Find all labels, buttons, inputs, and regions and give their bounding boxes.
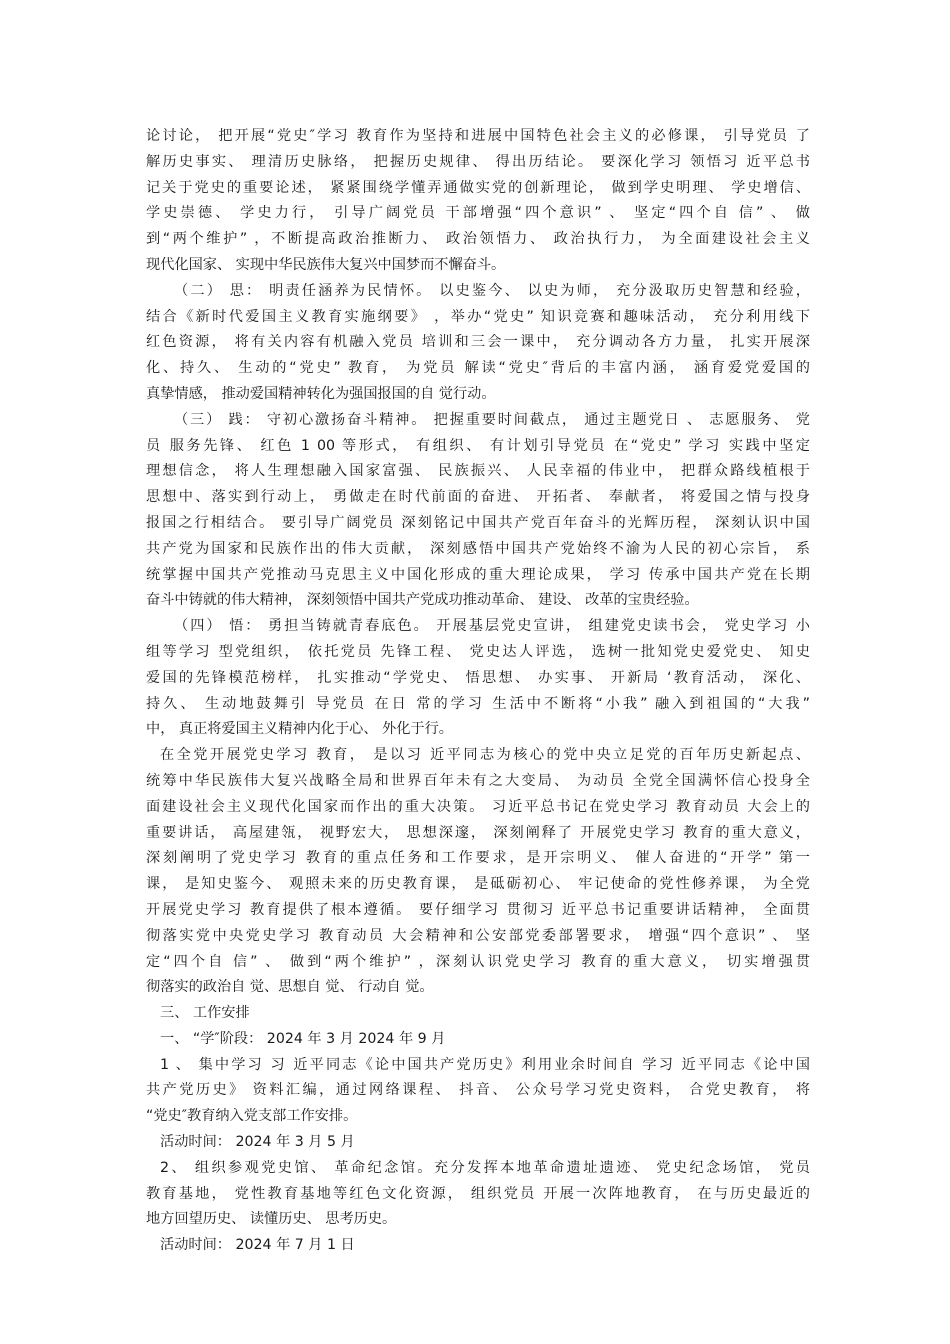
- text-line: 学史崇德、 学史力行， 引导广阔党员 干部增强“四个意识” 、 坚定“四个自 信” 、 做: [146, 205, 810, 222]
- text-line: 开展党史学习 教育提供了根本遵循。 要仔细学习 贯彻习 近平总书记重要讲话精神， 全面贯: [146, 901, 810, 918]
- text-line: 真挚情感， 推动爱国精神转化为强国报国的自 觉行动。: [146, 385, 496, 402]
- text-line: （二） 思： 明责任涵养为民情怀。 以史鉴今、 以史为师， 充分汲取历史智慧和经验，: [174, 282, 810, 299]
- text-line: （三） 践： 守初心激扬奋斗精神。 把握重要时间截点， 通过主题党日 、 志愿服务、 党: [174, 411, 810, 428]
- text-line: 化、持久、 生动的“党史” 教育， 为党员 解读“党史″背后的丰富内涵， 涵育爱党爱国的: [146, 360, 810, 377]
- text-line: 理想信念， 将人生理想融入国家富强、 民族振兴、 人民幸福的伟业中， 把群众路线植根于: [146, 463, 810, 480]
- activity-time: 活动时间： 2024 年 3 月 5 月: [160, 1134, 355, 1151]
- text-line: 2、 组织参观党史馆、 革命纪念馆。充分发挥本地革命遗址遗迹、 党史纪念场馆， 党员: [160, 1159, 810, 1176]
- text-line: 解历史事实、 理清历史脉络， 把握历史规律、 得出历结论。 要深化学习 领悟习 近平总书: [146, 153, 810, 170]
- text-line: 到“两个维护” ，不断提高政治推断力、 政治领悟力、 政治执行力， 为全面建设社会主义: [146, 231, 810, 248]
- text-line: 组等学习 型党组织， 依托党员 先锋工程、 党史达人评选， 选树一批知党史爱党史、 知史: [146, 643, 810, 660]
- text-line: 重要讲话， 高屋建瓴， 视野宏大， 思想深邃， 深刻阐释了 开展党史学习 教育的重大意义，: [146, 824, 810, 841]
- section-heading: 三、 工作安排: [160, 1005, 250, 1022]
- text-line: 论讨论， 把开展“党史″学习 教育作为坚持和进展中国特色社会主义的必修课， 引导党员 了: [146, 128, 810, 144]
- text-line: 结合《新时代爱国主义教育实施纲要》 ，举办“党史” 知识竞赛和趣味活动， 充分利用线下: [146, 308, 810, 325]
- text-line: 共产党历史》 资料汇编，通过网络课程、 抖音、 公众号学习党史资料， 合党史教育， 将: [146, 1082, 810, 1099]
- text-line: 定“四个自 信” 、 做到“两个维护” ，深刻认识党史学习 教育的重大意义， 切实增强贯: [146, 953, 810, 970]
- text-line: 深刻阐明了党史学习 教育的重点任务和工作要求，是开宗明义、 催人奋进的“开学” 第一: [146, 850, 810, 867]
- text-line: 1 、 集中学习 习 近平同志《论中国共产党历史》利用业余时间自 学习 近平同志《论中国: [160, 1056, 810, 1073]
- text-line: 课， 是知史鉴今、 观照未来的历史教育课， 是砥砺初心、 牢记使命的党性修养课， 为全党: [146, 876, 810, 893]
- text-line: 地方回望历史、 读懂历史、 思考历史。: [146, 1211, 397, 1228]
- text-line: 中， 真正将爱国主义精神内化于心、 外化于行。: [146, 721, 453, 738]
- text-line: 奋斗中铸就的伟大精神， 深刻领悟中国共产党成功推动革命、 建设、 改革的宝贵经验。: [146, 592, 699, 609]
- text-line: 在全党开展党史学习 教育， 是以习 近平同志为核心的党中央立足党的百年历史新起点、: [160, 747, 810, 764]
- text-line: 统掌握中国共产党推动马克思主义中国化形成的重大理论成果， 学习 传承中国共产党在长期: [146, 566, 810, 583]
- text-line: 彻落实党中央党史学习 教育动员 大会精神和公安部党委部署要求， 增强“四个意识” 、 坚: [146, 927, 810, 944]
- text-line: 统筹中华民族伟大复兴战略全局和世界百年未有之大变局、 为动员 全党全国满怀信心投身全: [146, 772, 810, 789]
- text-line: 记关于党史的重要论述， 紧紧围绕学懂弄通做实党的创新理论， 做到学史明理、 学史增信、: [146, 179, 810, 196]
- text-line: 员 服务先锋、 红色 1 00 等形式， 有组织、 有计划引导党员 在“党史” 学习 实践中坚定: [146, 437, 810, 454]
- activity-time: 活动时间： 2024 年 7 月 1 日: [160, 1237, 355, 1254]
- text-line: 现代化国家、 实现中华民族伟大复兴中国梦而不懈奋斗。: [146, 256, 506, 273]
- text-line: 红色资源， 将有关内容有机融入党员 培训和三会一课中， 充分调动各方力量， 扎实开展深: [146, 334, 810, 351]
- text-line: 爱国的先锋模范榜样， 扎实推动“学党史、 悟思想、 办实事、 开新局 ‘教育活动， 深化、: [146, 669, 810, 686]
- text-line: “党史″教育纳入党支部工作安排。: [146, 1108, 358, 1125]
- body-text: [146, 124, 810, 1259]
- text-line: 报国之行相结合。 要引导广阔党员 深刻铭记中国共产党百年奋斗的光辉历程， 深刻认识中国: [146, 514, 810, 531]
- text-line: 持久、 生动地鼓舞引 导党员 在日 常的学习 生活中不断将“小我” 融入到祖国的“大我”: [146, 695, 810, 712]
- text-line: （四） 悟： 勇担当铸就青春底色。 开展基层党史宣讲， 组建党史读书会， 党史学习 小: [174, 618, 810, 635]
- text-line: 面建设社会主义现代化国家而作出的重大决策。 习近平总书记在党史学习 教育动员 大会上的: [146, 798, 810, 815]
- text-line: 共产党为国家和民族作出的伟大贡献， 深刻感悟中国共产党始终不渝为人民的初心宗旨， 系: [146, 540, 810, 557]
- text-line: 彻落实的政治自 觉、思想自 觉、 行动自 觉。: [146, 979, 434, 996]
- stage-heading: 一、 “学″阶段： 2024 年 3 月 2024 年 9 月: [160, 1030, 446, 1047]
- text-line: 思想中、落实到行动上， 勇做走在时代前面的奋进、 开拓者、 奉献者， 将爱国之情与投身: [146, 489, 810, 506]
- text-line: 教育基地， 党性教育基地等红色文化资源， 组织党员 开展一次阵地教育， 在与历史最近的: [146, 1185, 810, 1202]
